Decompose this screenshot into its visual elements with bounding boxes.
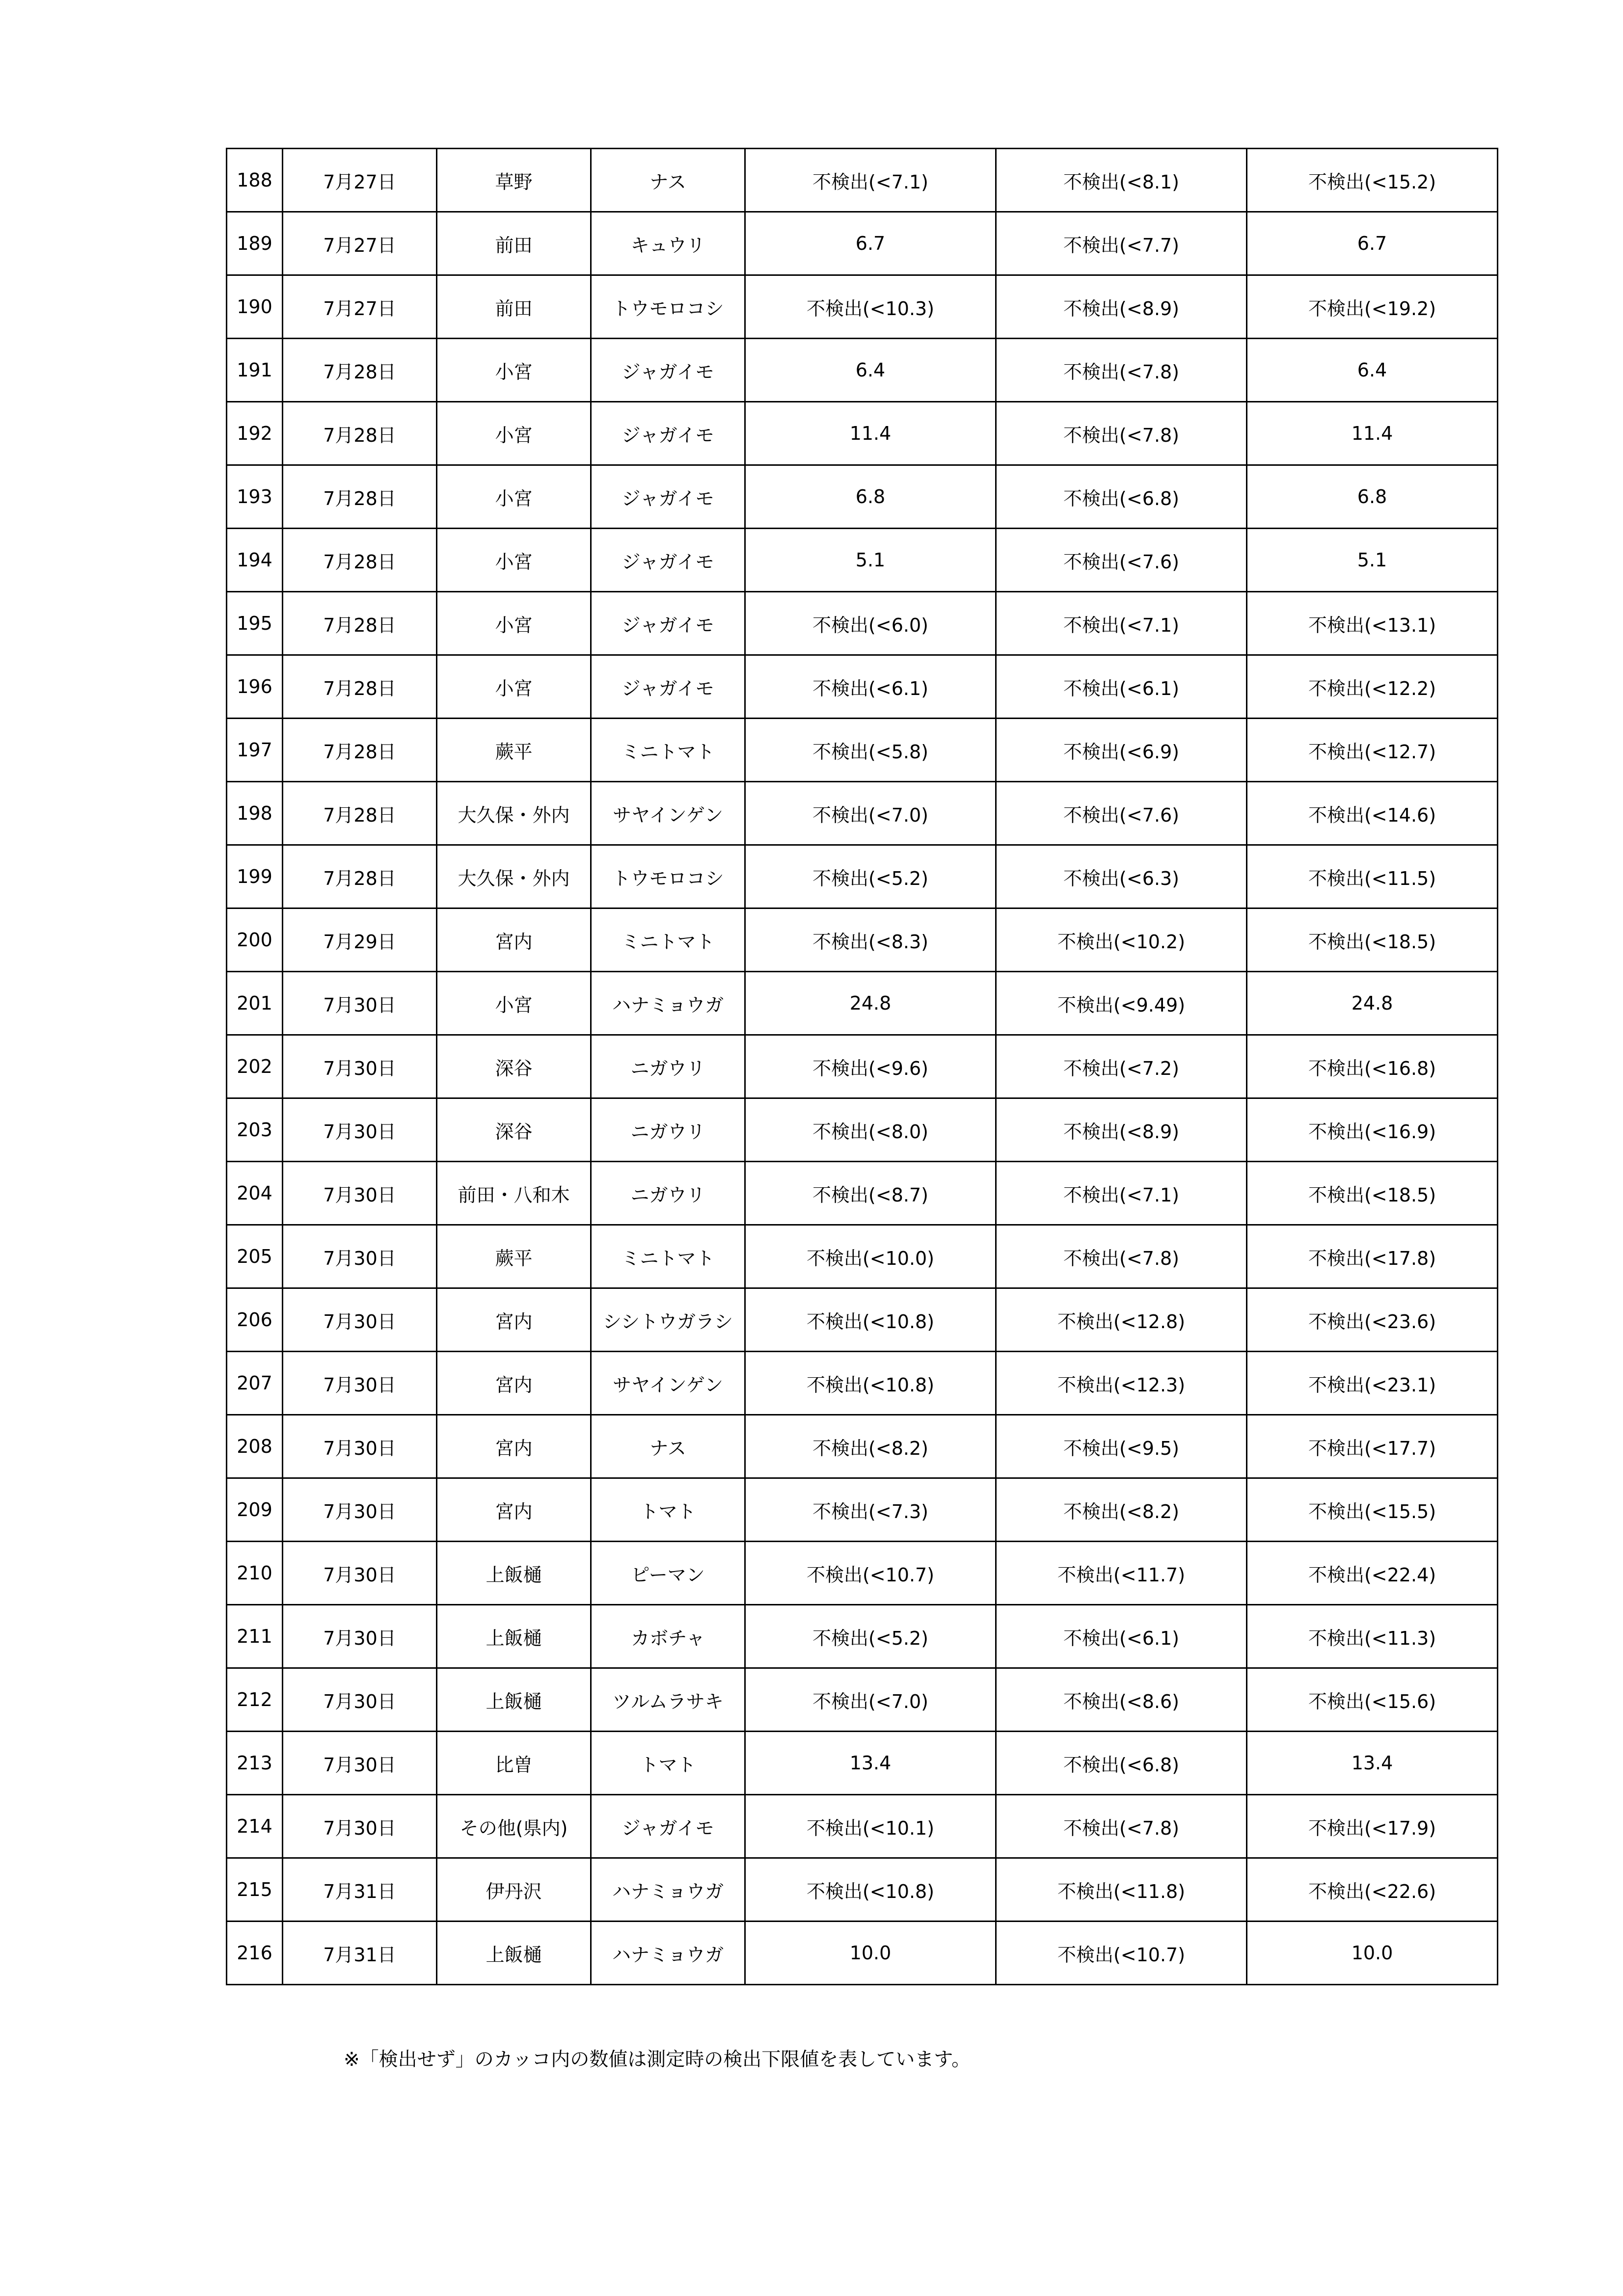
area-cell: 上飯樋 [437, 1922, 591, 1985]
cesium-137-cell: 不検出(<12.8) [996, 1288, 1247, 1352]
cesium-137-cell: 不検出(<7.8) [996, 339, 1247, 402]
area-cell: 前田・八和木 [437, 1162, 591, 1225]
total-cesium-cell: 11.4 [1247, 402, 1498, 465]
cesium-137-cell: 不検出(<7.1) [996, 592, 1247, 655]
item-cell: ニガウリ [591, 1162, 745, 1225]
table-row [227, 972, 1498, 1035]
table-row [227, 845, 1498, 908]
area-cell: 小宮 [437, 655, 591, 719]
area-cell: 上飯樋 [437, 1542, 591, 1605]
total-cesium-cell: 6.4 [1247, 339, 1498, 402]
sample-number-cell: 211 [227, 1605, 283, 1668]
table-row [227, 1478, 1498, 1542]
cesium-134-cell: 不検出(<7.0) [745, 782, 996, 845]
table-row [227, 465, 1498, 529]
area-cell: 小宮 [437, 339, 591, 402]
sample-number-cell: 191 [227, 339, 283, 402]
date-cell: 7月28日 [283, 845, 437, 908]
sample-number-cell: 215 [227, 1858, 283, 1922]
table-row [227, 719, 1498, 782]
sample-number-cell: 210 [227, 1542, 283, 1605]
item-cell: ピーマン [591, 1542, 745, 1605]
area-cell: 小宮 [437, 592, 591, 655]
total-cesium-cell: 不検出(<16.8) [1247, 1035, 1498, 1098]
item-cell: ニガウリ [591, 1035, 745, 1098]
cesium-137-cell: 不検出(<7.7) [996, 212, 1247, 275]
table-row [227, 1098, 1498, 1162]
total-cesium-cell: 不検出(<15.5) [1247, 1478, 1498, 1542]
date-cell: 7月30日 [283, 1162, 437, 1225]
table-row [227, 908, 1498, 972]
area-cell: 上飯樋 [437, 1668, 591, 1732]
item-cell: ナス [591, 149, 745, 212]
cesium-137-cell: 不検出(<8.1) [996, 149, 1247, 212]
total-cesium-cell: 不検出(<17.9) [1247, 1795, 1498, 1858]
cesium-137-cell: 不検出(<8.6) [996, 1668, 1247, 1732]
sample-number-cell: 199 [227, 845, 283, 908]
total-cesium-cell: 不検出(<18.5) [1247, 908, 1498, 972]
cesium-134-cell: 不検出(<7.3) [745, 1478, 996, 1542]
table-row [227, 1542, 1498, 1605]
cesium-134-cell: 11.4 [745, 402, 996, 465]
table-row [227, 1288, 1498, 1352]
cesium-134-cell: 不検出(<8.3) [745, 908, 996, 972]
cesium-137-cell: 不検出(<7.2) [996, 1035, 1247, 1098]
item-cell: ナス [591, 1415, 745, 1478]
item-cell: ミニトマト [591, 719, 745, 782]
item-cell: ジャガイモ [591, 655, 745, 719]
sample-number-cell: 194 [227, 529, 283, 592]
cesium-134-cell: 24.8 [745, 972, 996, 1035]
sample-number-cell: 214 [227, 1795, 283, 1858]
cesium-134-cell: 不検出(<6.0) [745, 592, 996, 655]
total-cesium-cell: 不検出(<19.2) [1247, 275, 1498, 339]
area-cell: 小宮 [437, 402, 591, 465]
area-cell: 大久保・外内 [437, 845, 591, 908]
total-cesium-cell: 不検出(<15.2) [1247, 149, 1498, 212]
total-cesium-cell: 不検出(<22.4) [1247, 1542, 1498, 1605]
sample-number-cell: 196 [227, 655, 283, 719]
item-cell: トマト [591, 1478, 745, 1542]
total-cesium-cell: 不検出(<23.6) [1247, 1288, 1498, 1352]
area-cell: 宮内 [437, 1288, 591, 1352]
table-row [227, 1795, 1498, 1858]
cesium-134-cell: 不検出(<7.0) [745, 1668, 996, 1732]
item-cell: ハナミョウガ [591, 1858, 745, 1922]
cesium-137-cell: 不検出(<8.9) [996, 275, 1247, 339]
cesium-134-cell: 不検出(<8.0) [745, 1098, 996, 1162]
cesium-134-cell: 6.7 [745, 212, 996, 275]
item-cell: ジャガイモ [591, 592, 745, 655]
area-cell: 宮内 [437, 1352, 591, 1415]
date-cell: 7月30日 [283, 972, 437, 1035]
total-cesium-cell: 不検出(<13.1) [1247, 592, 1498, 655]
item-cell: ミニトマト [591, 908, 745, 972]
date-cell: 7月30日 [283, 1542, 437, 1605]
cesium-137-cell: 不検出(<8.9) [996, 1098, 1247, 1162]
table-row [227, 1225, 1498, 1288]
total-cesium-cell: 24.8 [1247, 972, 1498, 1035]
total-cesium-cell: 不検出(<23.1) [1247, 1352, 1498, 1415]
area-cell: 前田 [437, 212, 591, 275]
date-cell: 7月28日 [283, 782, 437, 845]
area-cell: 小宮 [437, 529, 591, 592]
area-cell: その他(県内) [437, 1795, 591, 1858]
total-cesium-cell: 6.7 [1247, 212, 1498, 275]
date-cell: 7月30日 [283, 1225, 437, 1288]
sample-number-cell: 197 [227, 719, 283, 782]
cesium-134-cell: 不検出(<10.8) [745, 1352, 996, 1415]
cesium-134-cell: 不検出(<5.2) [745, 845, 996, 908]
area-cell: 蕨平 [437, 719, 591, 782]
cesium-134-cell: 不検出(<7.1) [745, 149, 996, 212]
area-cell: 宮内 [437, 908, 591, 972]
sample-number-cell: 206 [227, 1288, 283, 1352]
area-cell: 大久保・外内 [437, 782, 591, 845]
area-cell: 宮内 [437, 1478, 591, 1542]
item-cell: ジャガイモ [591, 402, 745, 465]
table-row [227, 782, 1498, 845]
sample-number-cell: 188 [227, 149, 283, 212]
sample-number-cell: 201 [227, 972, 283, 1035]
area-cell: 上飯樋 [437, 1605, 591, 1668]
date-cell: 7月30日 [283, 1415, 437, 1478]
total-cesium-cell: 不検出(<11.3) [1247, 1605, 1498, 1668]
cesium-137-cell: 不検出(<6.1) [996, 1605, 1247, 1668]
cesium-134-cell: 13.4 [745, 1732, 996, 1795]
table-row [227, 1732, 1498, 1795]
cesium-137-cell: 不検出(<7.8) [996, 1795, 1247, 1858]
area-cell: 前田 [437, 275, 591, 339]
sample-number-cell: 202 [227, 1035, 283, 1098]
cesium-137-cell: 不検出(<6.1) [996, 655, 1247, 719]
date-cell: 7月30日 [283, 1732, 437, 1795]
sample-number-cell: 190 [227, 275, 283, 339]
date-cell: 7月28日 [283, 592, 437, 655]
item-cell: カボチャ [591, 1605, 745, 1668]
total-cesium-cell: 不検出(<12.7) [1247, 719, 1498, 782]
table-row [227, 275, 1498, 339]
table-row [227, 592, 1498, 655]
item-cell: ジャガイモ [591, 339, 745, 402]
cesium-134-cell: 不検出(<10.3) [745, 275, 996, 339]
cesium-137-cell: 不検出(<7.8) [996, 402, 1247, 465]
cesium-134-cell: 不検出(<8.2) [745, 1415, 996, 1478]
cesium-137-cell: 不検出(<7.1) [996, 1162, 1247, 1225]
sample-number-cell: 200 [227, 908, 283, 972]
date-cell: 7月28日 [283, 655, 437, 719]
total-cesium-cell: 不検出(<17.8) [1247, 1225, 1498, 1288]
date-cell: 7月30日 [283, 1035, 437, 1098]
total-cesium-cell: 13.4 [1247, 1732, 1498, 1795]
total-cesium-cell: 不検出(<16.9) [1247, 1098, 1498, 1162]
area-cell: 宮内 [437, 1415, 591, 1478]
date-cell: 7月27日 [283, 149, 437, 212]
cesium-137-cell: 不検出(<6.8) [996, 465, 1247, 529]
cesium-134-cell: 不検出(<10.1) [745, 1795, 996, 1858]
date-cell: 7月30日 [283, 1668, 437, 1732]
cesium-134-cell: 6.8 [745, 465, 996, 529]
table-row [227, 1605, 1498, 1668]
area-cell: 小宮 [437, 972, 591, 1035]
item-cell: ジャガイモ [591, 1795, 745, 1858]
cesium-134-cell: 不検出(<9.6) [745, 1035, 996, 1098]
sample-number-cell: 203 [227, 1098, 283, 1162]
date-cell: 7月28日 [283, 402, 437, 465]
date-cell: 7月31日 [283, 1922, 437, 1985]
sample-number-cell: 204 [227, 1162, 283, 1225]
item-cell: トウモロコシ [591, 275, 745, 339]
table-row [227, 212, 1498, 275]
footnote: ※「検出せず」のカッコ内の数値は測定時の検出下限値を表しています。 [344, 2049, 971, 2071]
table-body [227, 149, 1498, 1985]
date-cell: 7月28日 [283, 465, 437, 529]
date-cell: 7月31日 [283, 1858, 437, 1922]
date-cell: 7月29日 [283, 908, 437, 972]
table-row [227, 1668, 1498, 1732]
cesium-137-cell: 不検出(<9.5) [996, 1415, 1247, 1478]
date-cell: 7月27日 [283, 275, 437, 339]
area-cell: 伊丹沢 [437, 1858, 591, 1922]
results-table [226, 148, 1498, 1985]
date-cell: 7月30日 [283, 1352, 437, 1415]
total-cesium-cell: 不検出(<22.6) [1247, 1858, 1498, 1922]
cesium-137-cell: 不検出(<6.3) [996, 845, 1247, 908]
item-cell: ジャガイモ [591, 465, 745, 529]
cesium-134-cell: 不検出(<10.8) [745, 1858, 996, 1922]
table-row [227, 149, 1498, 212]
table-row [227, 1858, 1498, 1922]
cesium-134-cell: 不検出(<6.1) [745, 655, 996, 719]
cesium-137-cell: 不検出(<10.7) [996, 1922, 1247, 1985]
sample-number-cell: 209 [227, 1478, 283, 1542]
table-row [227, 339, 1498, 402]
item-cell: ハナミョウガ [591, 1922, 745, 1985]
item-cell: キュウリ [591, 212, 745, 275]
date-cell: 7月28日 [283, 339, 437, 402]
sample-number-cell: 189 [227, 212, 283, 275]
cesium-137-cell: 不検出(<8.2) [996, 1478, 1247, 1542]
total-cesium-cell: 不検出(<14.6) [1247, 782, 1498, 845]
cesium-137-cell: 不検出(<10.2) [996, 908, 1247, 972]
total-cesium-cell: 不検出(<12.2) [1247, 655, 1498, 719]
item-cell: トウモロコシ [591, 845, 745, 908]
sample-number-cell: 198 [227, 782, 283, 845]
table-row [227, 655, 1498, 719]
cesium-134-cell: 6.4 [745, 339, 996, 402]
date-cell: 7月30日 [283, 1478, 437, 1542]
total-cesium-cell: 不検出(<11.5) [1247, 845, 1498, 908]
cesium-137-cell: 不検出(<6.8) [996, 1732, 1247, 1795]
cesium-134-cell: 5.1 [745, 529, 996, 592]
area-cell: 深谷 [437, 1035, 591, 1098]
sample-number-cell: 193 [227, 465, 283, 529]
item-cell: ハナミョウガ [591, 972, 745, 1035]
cesium-137-cell: 不検出(<12.3) [996, 1352, 1247, 1415]
cesium-137-cell: 不検出(<7.8) [996, 1225, 1247, 1288]
date-cell: 7月30日 [283, 1098, 437, 1162]
area-cell: 草野 [437, 149, 591, 212]
cesium-134-cell: 不検出(<10.7) [745, 1542, 996, 1605]
cesium-134-cell: 不検出(<8.7) [745, 1162, 996, 1225]
item-cell: サヤインゲン [591, 1352, 745, 1415]
cesium-137-cell: 不検出(<7.6) [996, 529, 1247, 592]
cesium-137-cell: 不検出(<7.6) [996, 782, 1247, 845]
date-cell: 7月27日 [283, 212, 437, 275]
sample-number-cell: 192 [227, 402, 283, 465]
date-cell: 7月30日 [283, 1605, 437, 1668]
cesium-134-cell: 不検出(<5.8) [745, 719, 996, 782]
total-cesium-cell: 5.1 [1247, 529, 1498, 592]
date-cell: 7月30日 [283, 1795, 437, 1858]
item-cell: サヤインゲン [591, 782, 745, 845]
total-cesium-cell: 6.8 [1247, 465, 1498, 529]
table-row [227, 1162, 1498, 1225]
total-cesium-cell: 10.0 [1247, 1922, 1498, 1985]
item-cell: ツルムラサキ [591, 1668, 745, 1732]
table-row [227, 529, 1498, 592]
item-cell: ジャガイモ [591, 529, 745, 592]
sample-number-cell: 212 [227, 1668, 283, 1732]
total-cesium-cell: 不検出(<18.5) [1247, 1162, 1498, 1225]
sample-number-cell: 213 [227, 1732, 283, 1795]
cesium-134-cell: 不検出(<10.0) [745, 1225, 996, 1288]
cesium-137-cell: 不検出(<11.7) [996, 1542, 1247, 1605]
table-row [227, 1352, 1498, 1415]
total-cesium-cell: 不検出(<17.7) [1247, 1415, 1498, 1478]
sample-number-cell: 208 [227, 1415, 283, 1478]
date-cell: 7月28日 [283, 529, 437, 592]
cesium-137-cell: 不検出(<6.9) [996, 719, 1247, 782]
table-row [227, 1035, 1498, 1098]
area-cell: 比曽 [437, 1732, 591, 1795]
cesium-134-cell: 不検出(<5.2) [745, 1605, 996, 1668]
sample-number-cell: 216 [227, 1922, 283, 1985]
item-cell: シシトウガラシ [591, 1288, 745, 1352]
sample-number-cell: 207 [227, 1352, 283, 1415]
table-row [227, 402, 1498, 465]
cesium-137-cell: 不検出(<11.8) [996, 1858, 1247, 1922]
area-cell: 深谷 [437, 1098, 591, 1162]
table-row [227, 1922, 1498, 1985]
item-cell: トマト [591, 1732, 745, 1795]
item-cell: ニガウリ [591, 1098, 745, 1162]
table-row [227, 1415, 1498, 1478]
area-cell: 小宮 [437, 465, 591, 529]
cesium-137-cell: 不検出(<9.49) [996, 972, 1247, 1035]
item-cell: ミニトマト [591, 1225, 745, 1288]
sample-number-cell: 195 [227, 592, 283, 655]
area-cell: 蕨平 [437, 1225, 591, 1288]
cesium-134-cell: 不検出(<10.8) [745, 1288, 996, 1352]
cesium-134-cell: 10.0 [745, 1922, 996, 1985]
sample-number-cell: 205 [227, 1225, 283, 1288]
date-cell: 7月30日 [283, 1288, 437, 1352]
total-cesium-cell: 不検出(<15.6) [1247, 1668, 1498, 1732]
date-cell: 7月28日 [283, 719, 437, 782]
